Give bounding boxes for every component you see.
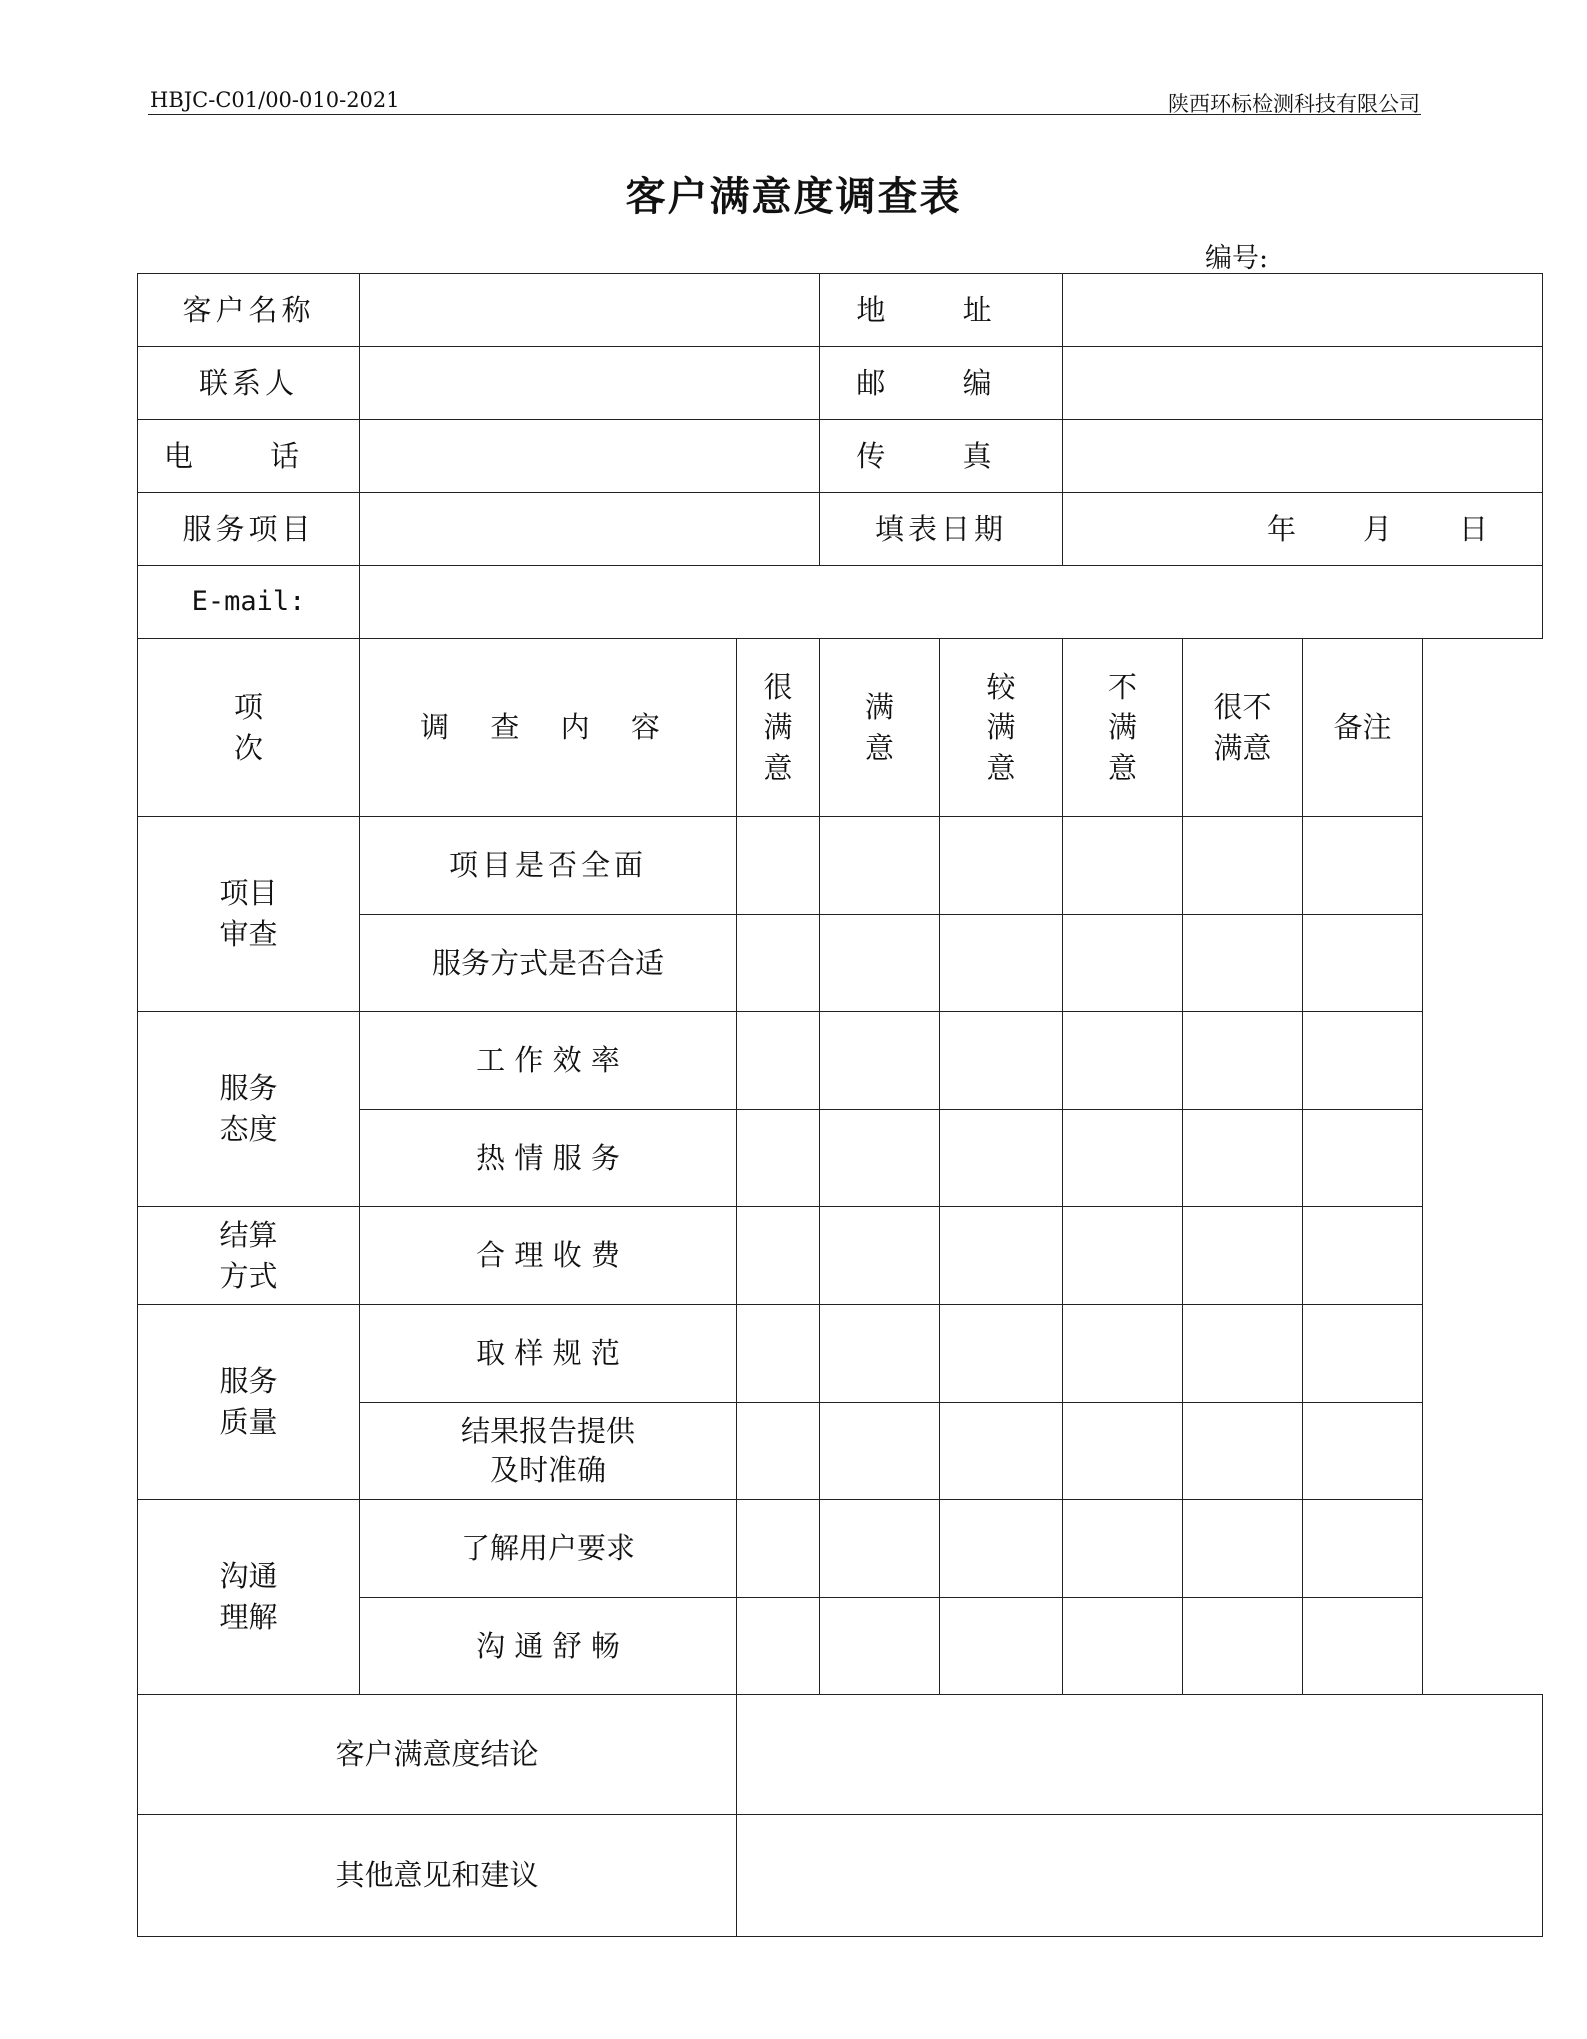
group-label-communication: 沟通 理解 — [138, 1500, 360, 1695]
rating-cell[interactable] — [940, 817, 1063, 915]
fill-date-field[interactable] — [1063, 493, 1543, 566]
postcode-label: 邮 编 — [820, 347, 1063, 420]
document-code: HBJC-C01/00-010-2021 — [150, 88, 400, 112]
company-name: 陕西环标检测科技有限公司 — [1168, 92, 1420, 116]
rating-cell[interactable] — [737, 1207, 820, 1305]
col-satisfied-header: 满 意 — [820, 639, 940, 817]
row-email — [138, 566, 1543, 639]
phone-label: 电 话 — [138, 420, 360, 493]
item-label: 取 样 规 范 — [360, 1305, 737, 1403]
rating-cell[interactable] — [1063, 1110, 1183, 1207]
remarks-cell[interactable] — [1303, 1598, 1423, 1695]
rating-cell[interactable] — [1063, 1012, 1183, 1110]
contact-label: 联系人 — [138, 347, 360, 420]
rating-cell[interactable] — [1183, 1598, 1303, 1695]
rating-cell[interactable] — [1183, 1500, 1303, 1598]
remarks-cell[interactable] — [1303, 1403, 1423, 1500]
rating-cell[interactable] — [1063, 1403, 1183, 1500]
survey-row — [138, 817, 1543, 915]
suggestions-label: 其他意见和建议 — [138, 1815, 737, 1937]
rating-cell[interactable] — [820, 915, 940, 1012]
rating-cell[interactable] — [820, 817, 940, 915]
conclusion-field[interactable] — [737, 1695, 1543, 1815]
serial-number-label: 编号: — [1205, 243, 1269, 274]
col-very-satisfied-header: 很 满 意 — [737, 639, 820, 817]
rating-cell[interactable] — [940, 1110, 1063, 1207]
rating-cell[interactable] — [820, 1500, 940, 1598]
customer-name-label: 客户名称 — [138, 274, 360, 347]
suggestions-row — [138, 1815, 1543, 1937]
survey-row — [138, 1500, 1543, 1598]
col-fairly-satisfied-header: 较 满 意 — [940, 639, 1063, 817]
rating-cell[interactable] — [1063, 1207, 1183, 1305]
date-day-label: 日 — [1458, 511, 1488, 546]
item-label: 项目是否全面 — [360, 817, 737, 915]
conclusion-label: 客户满意度结论 — [138, 1695, 737, 1815]
column-header-row — [138, 639, 1543, 817]
item-label: 沟 通 舒 畅 — [360, 1598, 737, 1695]
col-very-unsatisfied-header: 很不 满意 — [1183, 639, 1303, 817]
rating-cell[interactable] — [737, 915, 820, 1012]
row-service-item — [138, 493, 1543, 566]
rating-cell[interactable] — [1183, 1012, 1303, 1110]
rating-cell[interactable] — [940, 1207, 1063, 1305]
remarks-cell[interactable] — [1303, 1012, 1423, 1110]
remarks-cell[interactable] — [1303, 915, 1423, 1012]
rating-cell[interactable] — [820, 1403, 940, 1500]
item-label: 服务方式是否合适 — [360, 915, 737, 1012]
survey-row — [138, 1305, 1543, 1403]
fax-field[interactable] — [1063, 420, 1543, 493]
address-label: 地 址 — [820, 274, 1063, 347]
rating-cell[interactable] — [940, 1012, 1063, 1110]
rating-cell[interactable] — [1063, 1305, 1183, 1403]
row-contact — [138, 347, 1543, 420]
item-label: 结果报告提供 及时准确 — [360, 1403, 737, 1500]
suggestions-field[interactable] — [737, 1815, 1543, 1937]
rating-cell[interactable] — [737, 1110, 820, 1207]
rating-cell[interactable] — [1183, 1207, 1303, 1305]
header-rule — [148, 114, 1421, 115]
customer-name-field[interactable] — [360, 274, 820, 347]
survey-row — [138, 1207, 1543, 1305]
item-label: 合 理 收 费 — [360, 1207, 737, 1305]
rating-cell[interactable] — [1183, 1403, 1303, 1500]
rating-cell[interactable] — [940, 1500, 1063, 1598]
rating-cell[interactable] — [820, 1305, 940, 1403]
remarks-cell[interactable] — [1303, 1305, 1423, 1403]
rating-cell[interactable] — [1183, 915, 1303, 1012]
conclusion-row — [138, 1695, 1543, 1815]
survey-row — [138, 1012, 1543, 1110]
rating-cell[interactable] — [820, 1012, 940, 1110]
remarks-cell[interactable] — [1303, 1110, 1423, 1207]
contact-field[interactable] — [360, 347, 820, 420]
rating-cell[interactable] — [820, 1207, 940, 1305]
rating-cell[interactable] — [1183, 817, 1303, 915]
rating-cell[interactable] — [820, 1598, 940, 1695]
date-month-label: 月 — [1362, 511, 1392, 546]
rating-cell[interactable] — [737, 1403, 820, 1500]
col-remarks-header: 备注 — [1303, 639, 1423, 817]
group-label-service-quality: 服务 质量 — [138, 1305, 360, 1500]
postcode-field[interactable] — [1063, 347, 1543, 420]
row-customer-name — [138, 274, 1543, 347]
rating-cell[interactable] — [737, 1012, 820, 1110]
group-label-project-review: 项目 审查 — [138, 817, 360, 1012]
rating-cell[interactable] — [737, 1500, 820, 1598]
group-label-service-attitude: 服务 态度 — [138, 1012, 360, 1207]
rating-cell[interactable] — [940, 1305, 1063, 1403]
email-label: E-mail: — [138, 566, 360, 639]
item-label: 工 作 效 率 — [360, 1012, 737, 1110]
rating-cell[interactable] — [940, 915, 1063, 1012]
rating-cell[interactable] — [1063, 915, 1183, 1012]
page-title: 客户满意度调查表 — [625, 173, 962, 220]
col-index-header: 项 次 — [138, 639, 360, 817]
satisfaction-survey-table — [137, 273, 1543, 1937]
rating-cell[interactable] — [737, 1305, 820, 1403]
col-content-header: 调 查 内 容 — [360, 639, 737, 817]
rating-cell[interactable] — [1063, 817, 1183, 915]
item-label: 热 情 服 务 — [360, 1110, 737, 1207]
rating-cell[interactable] — [940, 1403, 1063, 1500]
fax-label: 传 真 — [820, 420, 1063, 493]
remarks-cell[interactable] — [1303, 817, 1423, 915]
rating-cell[interactable] — [820, 1110, 940, 1207]
rating-cell[interactable] — [1063, 1598, 1183, 1695]
rating-cell[interactable] — [1183, 1305, 1303, 1403]
row-phone — [138, 420, 1543, 493]
address-field[interactable] — [1063, 274, 1543, 347]
rating-cell[interactable] — [940, 1598, 1063, 1695]
item-label: 了解用户要求 — [360, 1500, 737, 1598]
remarks-cell[interactable] — [1303, 1500, 1423, 1598]
group-label-settlement: 结算 方式 — [138, 1207, 360, 1305]
remarks-cell[interactable] — [1303, 1207, 1423, 1305]
service-item-field[interactable] — [360, 493, 820, 566]
email-field[interactable] — [360, 566, 1543, 639]
rating-cell[interactable] — [737, 817, 820, 915]
date-year-label: 年 — [1266, 511, 1296, 546]
col-unsatisfied-header: 不 满 意 — [1063, 639, 1183, 817]
rating-cell[interactable] — [1063, 1500, 1183, 1598]
service-item-label: 服务项目 — [138, 493, 360, 566]
rating-cell[interactable] — [1183, 1110, 1303, 1207]
rating-cell[interactable] — [737, 1598, 820, 1695]
fill-date-label: 填表日期 — [820, 493, 1063, 566]
phone-field[interactable] — [360, 420, 820, 493]
